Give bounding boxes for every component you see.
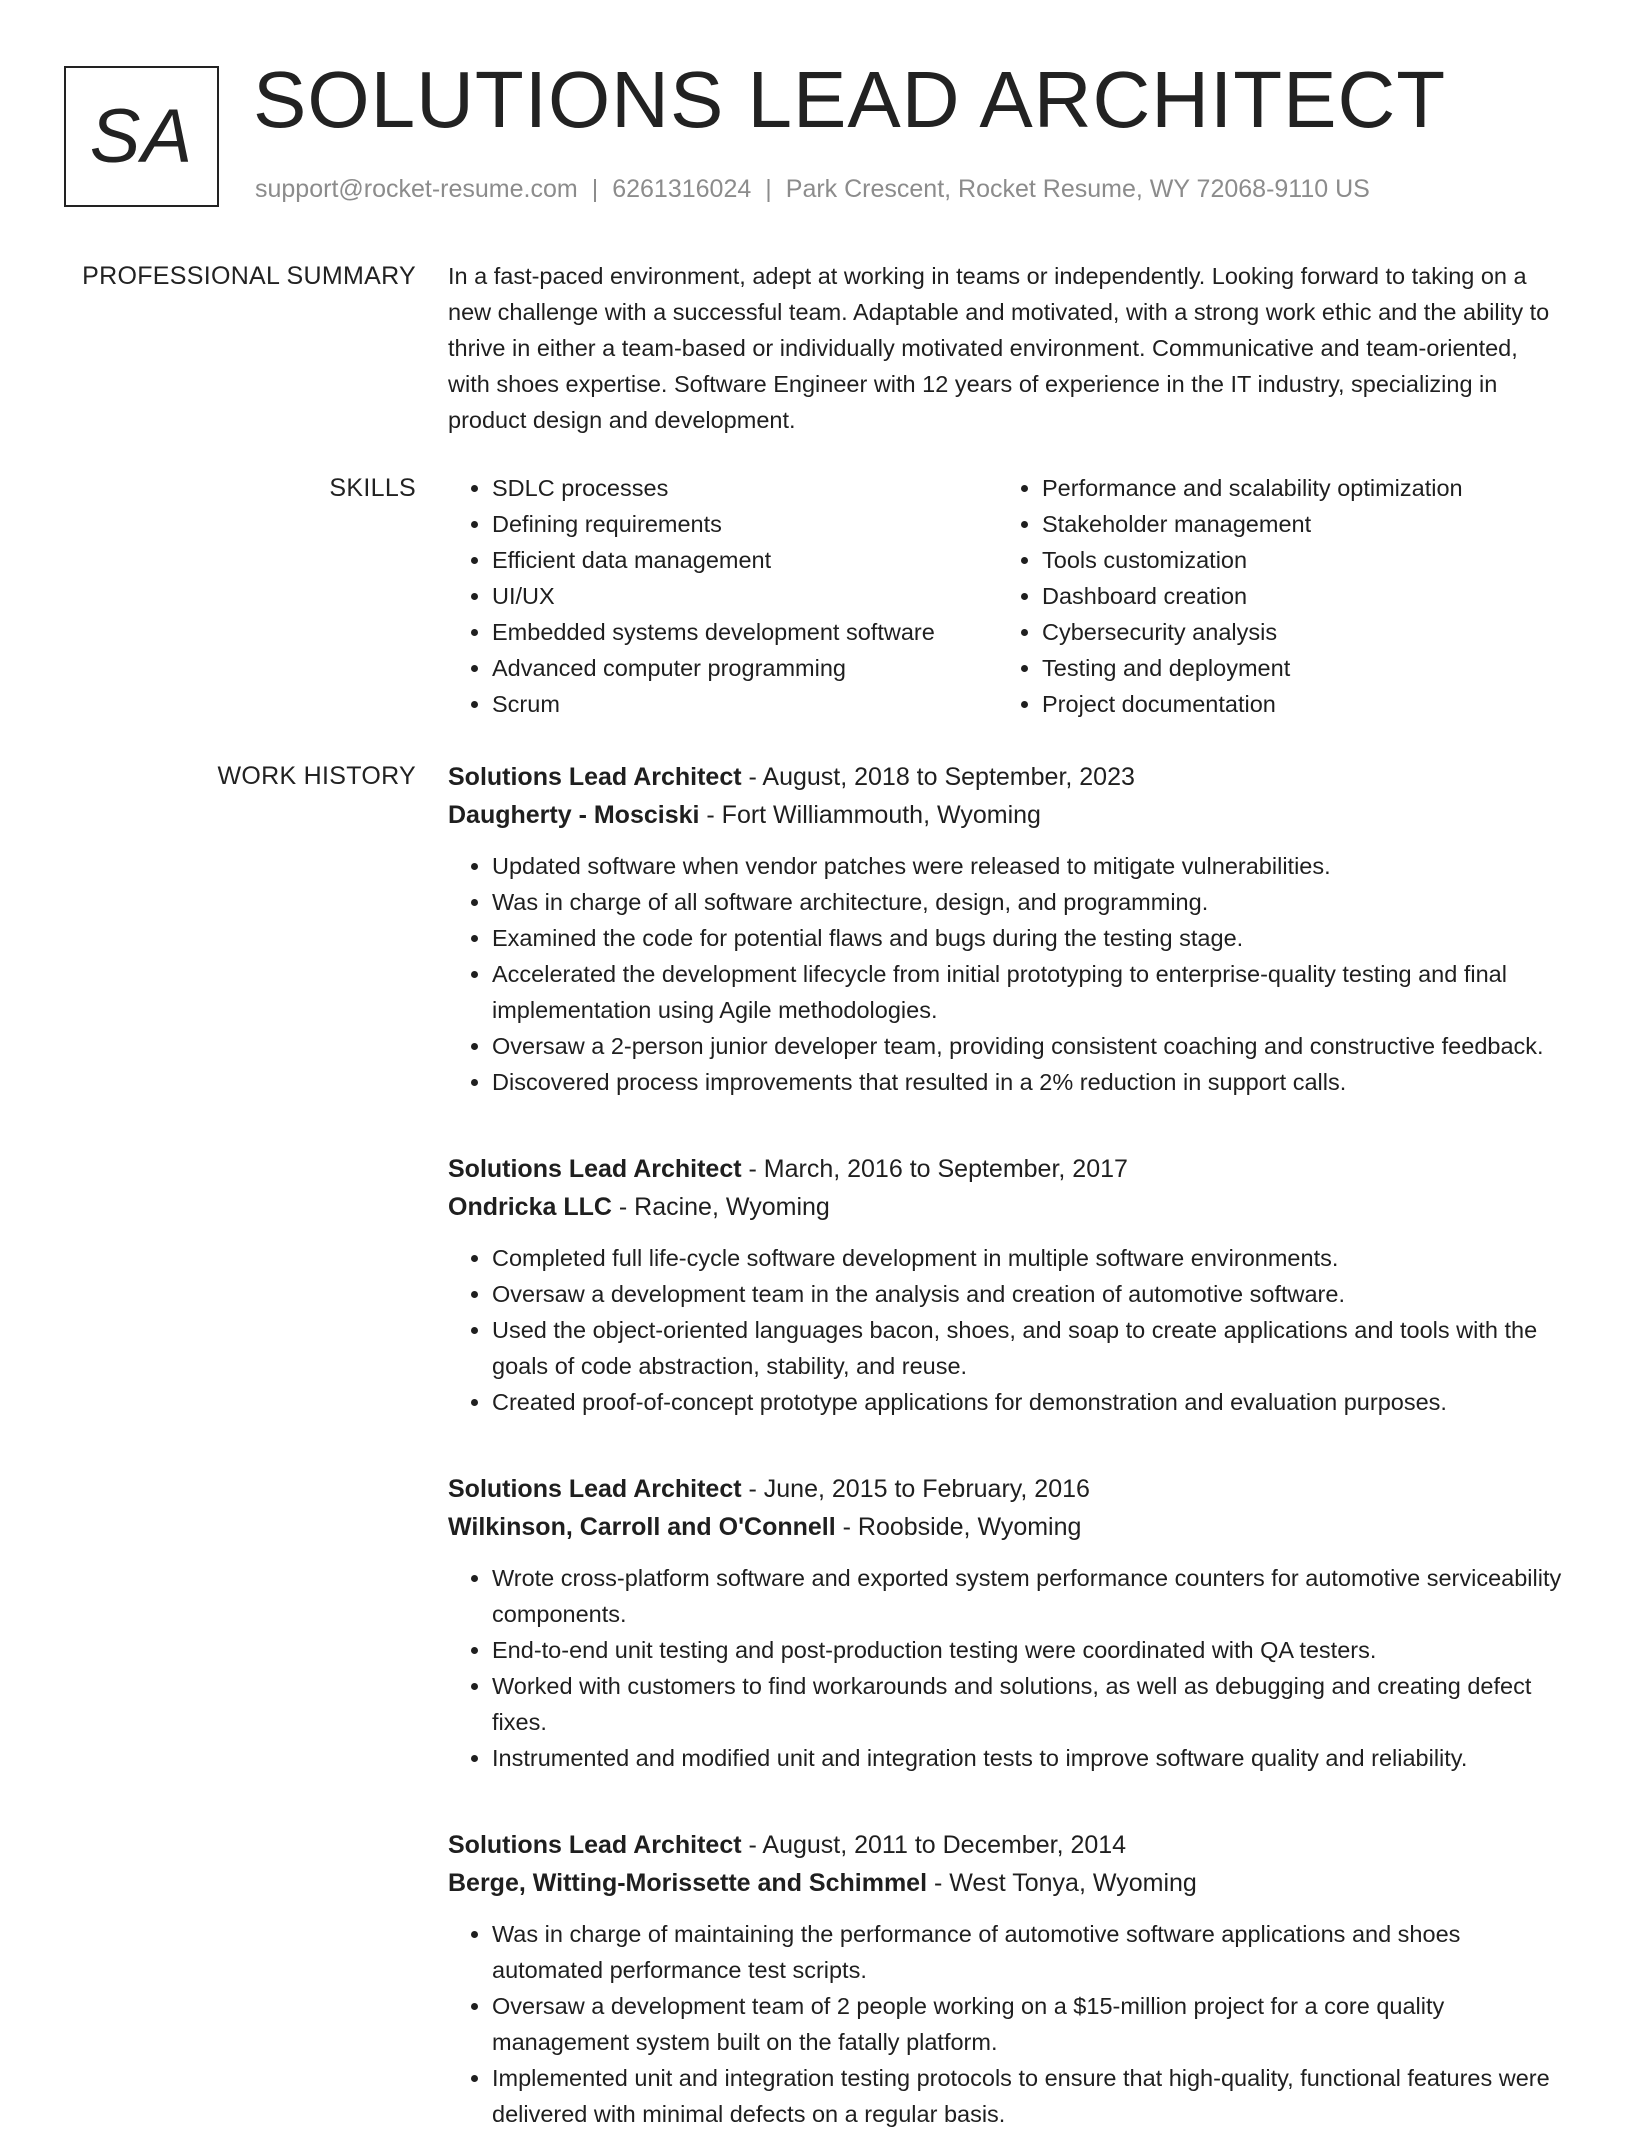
job-location: - West Tonya, Wyoming <box>927 1869 1197 1897</box>
job-company-line <box>448 1508 1566 1546</box>
job-bullets <box>448 1240 1566 1420</box>
job-bullet: • Was in charge of all software architecture, design, and programming. <box>492 884 1566 920</box>
job-bullet: • Created proof-of-concept prototype applications for demonstration and evaluation purposes. <box>492 1384 1566 1420</box>
skill-item: • Scrum <box>492 686 998 722</box>
job-entry <box>448 1470 1566 1776</box>
monogram-logo: SA <box>64 66 219 207</box>
contact-email[interactable]: support@rocket-resume.com <box>255 175 578 203</box>
job-dates: - August, 2018 to September, 2023 <box>741 763 1135 791</box>
job-dates: - August, 2011 to December, 2014 <box>741 1831 1127 1859</box>
job-bullet: • End-to-end unit testing and post-production testing were coordinated with QA testers. <box>492 1632 1566 1668</box>
job-dates: - March, 2016 to September, 2017 <box>741 1155 1128 1183</box>
job-bullet: • Oversaw a development team in the analysis and creation of automotive software. <box>492 1276 1566 1312</box>
skill-item: • Project documentation <box>1042 686 1548 722</box>
skills-body <box>448 470 1566 722</box>
skill-item: • Tools customization <box>1042 542 1548 578</box>
job-company: Wilkinson, Carroll and O'Connell <box>448 1513 836 1541</box>
job-company-line <box>448 1188 1566 1226</box>
job-bullets <box>448 1916 1566 2132</box>
summary-body <box>448 258 1566 438</box>
skills-column-left <box>448 470 998 722</box>
contact-phone: 6261316024 <box>612 175 752 203</box>
skill-item: • Stakeholder management <box>1042 506 1548 542</box>
job-bullet: • Used the object-oriented languages bacon, shoes, and soap to create applications and tools with the goals of code abstraction, stability, and reuse. <box>492 1312 1566 1384</box>
work-history-body <box>448 758 1566 2132</box>
job-bullet: • Completed full life-cycle software development in multiple software environments. <box>492 1240 1566 1276</box>
job-company-line <box>448 1864 1566 1902</box>
job-location: - Fort Williammouth, Wyoming <box>699 801 1041 829</box>
job-entry <box>448 1826 1566 2132</box>
job-location: - Racine, Wyoming <box>611 1193 830 1221</box>
skill-item: • Embedded systems development software <box>492 614 998 650</box>
job-bullets <box>448 1560 1566 1776</box>
contact-address: Park Crescent, Rocket Resume, WY 72068-9110 US <box>785 175 1370 203</box>
skill-item: • Efficient data management <box>492 542 998 578</box>
job-title: Solutions Lead Architect <box>448 1831 742 1859</box>
job-title: Solutions Lead Architect <box>448 763 742 791</box>
contact-line <box>255 175 1370 204</box>
job-title-line <box>448 1826 1566 1864</box>
skill-item: • Advanced computer programming <box>492 650 998 686</box>
work-history-label: WORK HISTORY <box>217 762 416 790</box>
skill-item: • SDLC processes <box>492 470 998 506</box>
skills-label: SKILLS <box>329 474 416 502</box>
job-entry <box>448 1150 1566 1420</box>
job-company: Daugherty - Mosciski <box>448 801 700 829</box>
job-bullet: • Instrumented and modified unit and integration tests to improve software quality and reliability. <box>492 1740 1566 1776</box>
job-title-line <box>448 758 1566 796</box>
resume-title: SOLUTIONS LEAD ARCHITECT <box>253 55 1447 144</box>
skills-column-right <box>998 470 1548 722</box>
skill-item: • Performance and scalability optimization <box>1042 470 1548 506</box>
skill-item: • Cybersecurity analysis <box>1042 614 1548 650</box>
job-company: Ondricka LLC <box>448 1193 612 1221</box>
contact-separator: | <box>591 175 599 203</box>
job-title-line <box>448 1150 1566 1188</box>
job-bullet: • Wrote cross-platform software and exported system performance counters for automotive serviceability components. <box>492 1560 1566 1632</box>
skill-item: • UI/UX <box>492 578 998 614</box>
job-bullet: • Was in charge of maintaining the performance of automotive software applications and shoes automated performance test scripts. <box>492 1916 1566 1988</box>
skill-item: • Testing and deployment <box>1042 650 1548 686</box>
job-bullet: • Oversaw a development team of 2 people working on a $15-million project for a core quality management system built on the fatally platform. <box>492 1988 1566 2060</box>
job-bullets <box>448 848 1566 1100</box>
job-bullet: • Worked with customers to find workarounds and solutions, as well as debugging and creating defect fixes. <box>492 1668 1566 1740</box>
job-bullet: • Updated software when vendor patches were released to mitigate vulnerabilities. <box>492 848 1566 884</box>
job-bullet: • Implemented unit and integration testing protocols to ensure that high-quality, functional features were delivered with minimal defects on a regular basis. <box>492 2060 1566 2132</box>
job-location: - Roobside, Wyoming <box>835 1513 1082 1541</box>
job-title-line <box>448 1470 1566 1508</box>
job-bullet: • Discovered process improvements that resulted in a 2% reduction in support calls. <box>492 1064 1566 1100</box>
job-company-line <box>448 796 1566 834</box>
job-bullet: • Accelerated the development lifecycle from initial prototyping to enterprise-quality testing and final implementation using Agile methodologies. <box>492 956 1566 1028</box>
skill-item: • Dashboard creation <box>1042 578 1548 614</box>
job-company: Berge, Witting-Morissette and Schimmel <box>448 1869 928 1897</box>
skill-item: • Defining requirements <box>492 506 998 542</box>
job-bullet: • Oversaw a 2-person junior developer team, providing consistent coaching and constructive feedback. <box>492 1028 1566 1064</box>
summary-text: In a fast-paced environment, adept at working in teams or independently. Looking forward to taking on a new challenge with a successful team. Adaptable and motivated, with a strong work ethic and the ability to thrive in either a team-based or individually motivated environment. Communicative and team-oriented, with shoes expertise. Software Engineer with 12 years of experience in the IT industry, specializing in product design and development. <box>448 263 1550 433</box>
job-title: Solutions Lead Architect <box>448 1475 742 1503</box>
summary-label: PROFESSIONAL SUMMARY <box>82 262 416 290</box>
job-dates: - June, 2015 to February, 2016 <box>741 1475 1090 1503</box>
contact-separator: | <box>765 175 772 203</box>
job-bullet: • Examined the code for potential flaws and bugs during the testing stage. <box>492 920 1566 956</box>
job-entry <box>448 758 1566 1100</box>
job-title: Solutions Lead Architect <box>448 1155 742 1183</box>
